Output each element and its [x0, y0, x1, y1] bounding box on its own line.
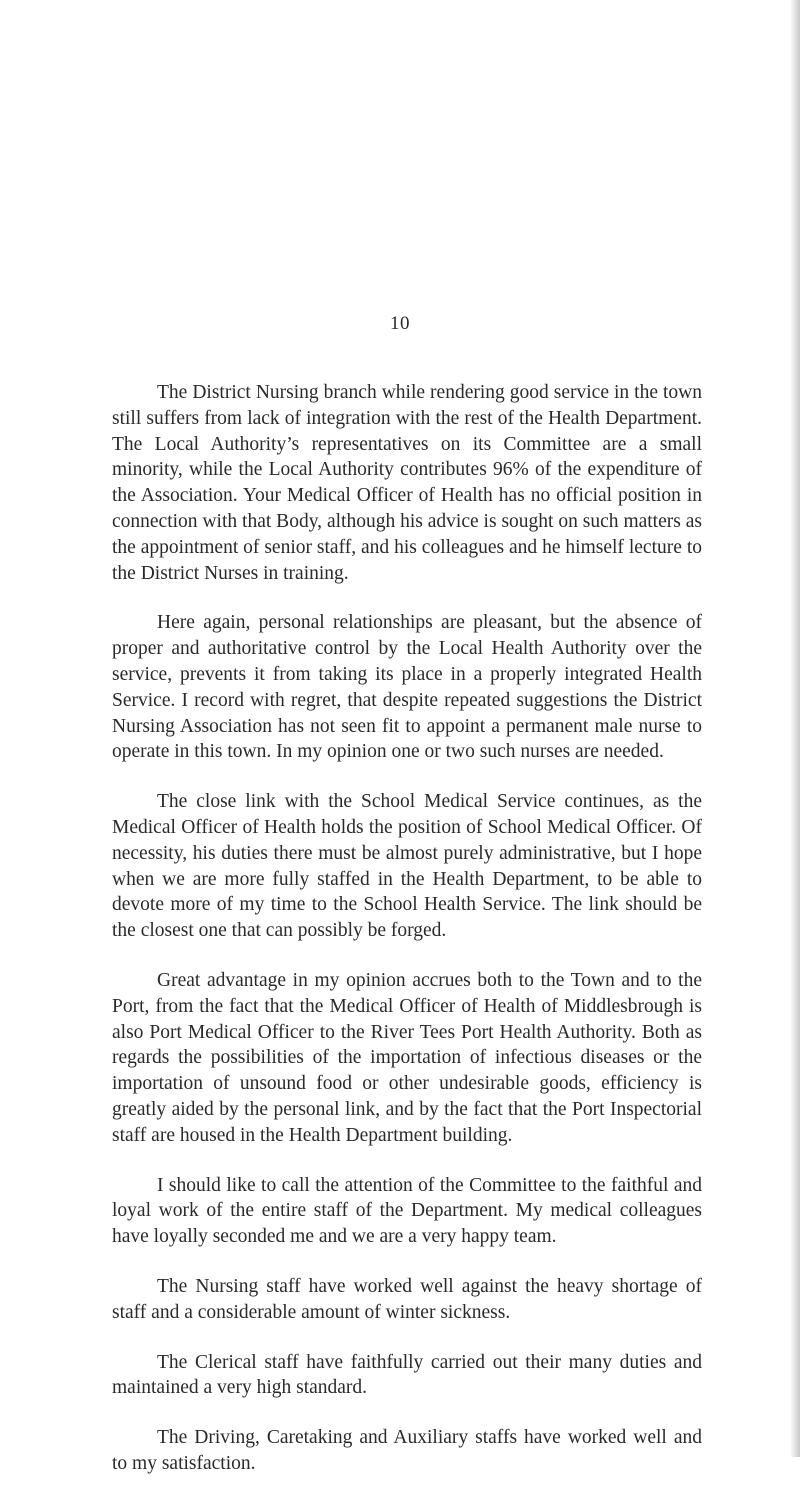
- paragraph-auxiliary-staff: The Driving, Caretaking and Auxiliary staffs have worked well and to my satisfaction.: [112, 1427, 702, 1474]
- paragraph-school-medical-service: The close link with the School Medical Service continues, as the Medical Officer of Health holds the position of School Medical Officer. Of necessity, his duties there must be almost purely administrative, but I hope when we are more fully staffed in the Health Department, to be able to devote more of my time to the School Health Service. The link should be the closest one that can possibly be forged.: [112, 791, 702, 942]
- paragraph-personal-relationships: Here again, personal relationships are pleasant, but the absence of proper and authoritative control by the Local Health Authority over the service, prevents it from taking its place in a properly integrated Health Service. I record with regret, that despite repeated suggestions the District Nursing Association has not seen fit to appoint a permanent male nurse to operate in this town. In my opinion one or two such nurses are needed.: [112, 612, 702, 763]
- page-number: 10: [390, 313, 410, 334]
- document-body: [112, 380, 702, 1501]
- paragraph-district-nursing: The District Nursing branch while rendering good service in the town still suffers from lack of integration with the rest of the Health Department. The Local Authority’s representatives on its Committee are a small minority, while the Local Authority contributes 96% of the expenditure of the Association. Your Medical Officer of Health has no official position in connection with that Body, although his advice is sought on such matters as the appointment of senior staff, and his colleagues and he himself lecture to the District Nurses in training.: [112, 382, 702, 584]
- paragraph-nursing-staff: The Nursing staff have worked well against the heavy shortage of staff and a considerable amount of winter sickness.: [112, 1275, 702, 1323]
- page-edge-shadow: [790, 0, 800, 1457]
- paragraph-staff-acknowledgement: I should like to call the attention of the Committee to the faithful and loyal work of the entire staff of the Department. My medical colleagues have loyally seconded me and we are a very happy team.: [112, 1174, 702, 1248]
- paragraph-port-health: Great advantage in my opinion accrues both to the Town and to the Port, from the fact that the Medical Officer of Health of Middlesbrough is also Port Medical Officer to the River Tees Port Health Authority. Both as regards the possibilities of the importation of infectious diseases or the importation of unsound food or other undesirable goods, efficiency is greatly aided by the personal link, and by the fact that the Port Inspectorial staff are housed in the Health Department building.: [112, 969, 702, 1146]
- paragraph-clerical-staff: The Clerical staff have faithfully carried out their many duties and maintained a very high standard.: [112, 1351, 702, 1399]
